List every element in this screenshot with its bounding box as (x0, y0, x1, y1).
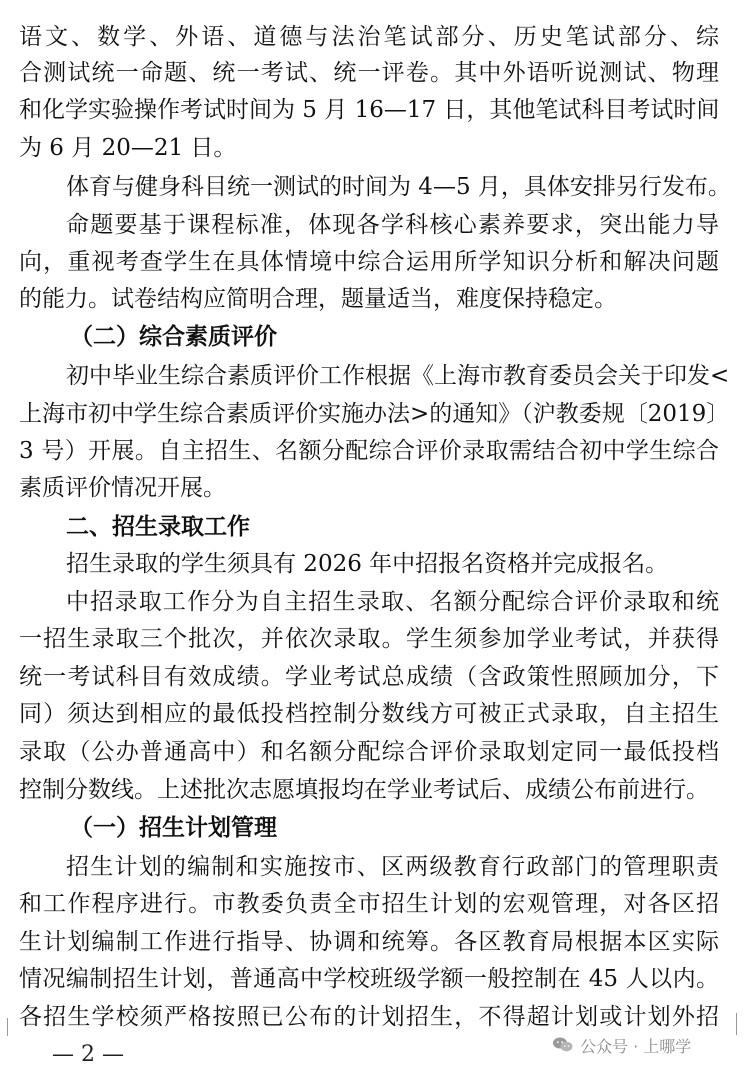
wechat-watermark (552, 1032, 691, 1058)
body-line-7: 向，重视考查学生在具体情境中综合运用所学知识分析和解决问题 (19, 249, 719, 275)
body-line-1: 语文、数学、外语、道德与法治笔试部分、历史笔试部分、综 (19, 24, 719, 50)
body-line-15: 招生录取的学生须具有 2026 年中招报名资格并完成报名。 (66, 551, 669, 577)
body-line-27: 各招生学校须严格按照已公布的计划招生，不得超计划或计划外招 (19, 1004, 719, 1030)
body-line-25: 生计划编制工作进行指导、协调和统筹。各区教育局根据本区实际 (19, 929, 719, 955)
body-line-8: 的能力。试卷结构应简明合理，题量适当，难度保持稳定。 (19, 286, 617, 312)
body-line-2: 合测试统一命题、统一考试、统一评卷。其中外语听说测试、物理 (19, 60, 719, 86)
body-line-19: 同）须达到相应的最低投档控制分数线方可被正式录取，自主招生 (19, 701, 719, 727)
body-line-26: 情况编制招生计划，普通高中学校班级学额一般控制在 45 人以内。 (19, 966, 719, 992)
body-line-18: 统一考试科目有效成绩。学业考试总成绩（含政策性照顾加分，下 (19, 664, 719, 690)
body-line-24: 和工作程序进行。市教委负责全市招生计划的宏观管理，对各区招 (19, 891, 719, 917)
watermark-text: 公众号 · 上哪学 (580, 1036, 692, 1056)
body-line-17: 一招生录取三个批次，并依次录取。学生须参加学业考试，并获得 (19, 626, 719, 652)
body-line-10: 初中毕业生综合素质评价工作根据《上海市教育委员会关于印发< (66, 363, 730, 389)
body-line-13: 素质评价情况开展。 (19, 475, 226, 501)
body-line-6: 命题要基于课程标准，体现各学科核心素养要求，突出能力导 (66, 212, 719, 238)
body-line-11: 上海市初中学生综合素质评价实施办法>的通知》（沪教委规〔2019〕 (19, 401, 730, 427)
section-heading-plan-management: （一）招生计划管理 (70, 814, 277, 841)
page-number: — 2 — (52, 1042, 124, 1067)
body-line-3: 和化学实验操作考试时间为 5 月 16—17 日，其他笔试科目考试时间 (19, 97, 720, 123)
body-line-4: 为 6 月 20—21 日。 (19, 135, 237, 161)
wechat-icon (552, 1036, 574, 1054)
body-line-12: 3 号）开展。自主招生、名额分配综合评价录取需结合初中学生综合 (19, 438, 719, 464)
body-line-23: 招生计划的编制和实施按市、区两级教育行政部门的管理职责 (66, 854, 719, 880)
section-heading-admission: 二、招生录取工作 (66, 513, 250, 540)
right-margin-mark (736, 1013, 737, 1035)
left-margin-mark (7, 1018, 8, 1036)
body-line-21: 控制分数线。上述批次志愿填报均在学业考试后、成绩公布前进行。 (19, 777, 709, 803)
body-line-5: 体育与健身科目统一测试的时间为 4—5 月，具体安排另行发布。 (66, 174, 731, 200)
body-line-20: 录取（公办普通高中）和名额分配综合评价录取划定同一最低投档 (19, 739, 719, 765)
body-line-16: 中招录取工作分为自主招生录取、名额分配综合评价录取和统 (66, 589, 719, 615)
section-heading-comprehensive-evaluation: （二）综合素质评价 (70, 323, 277, 350)
